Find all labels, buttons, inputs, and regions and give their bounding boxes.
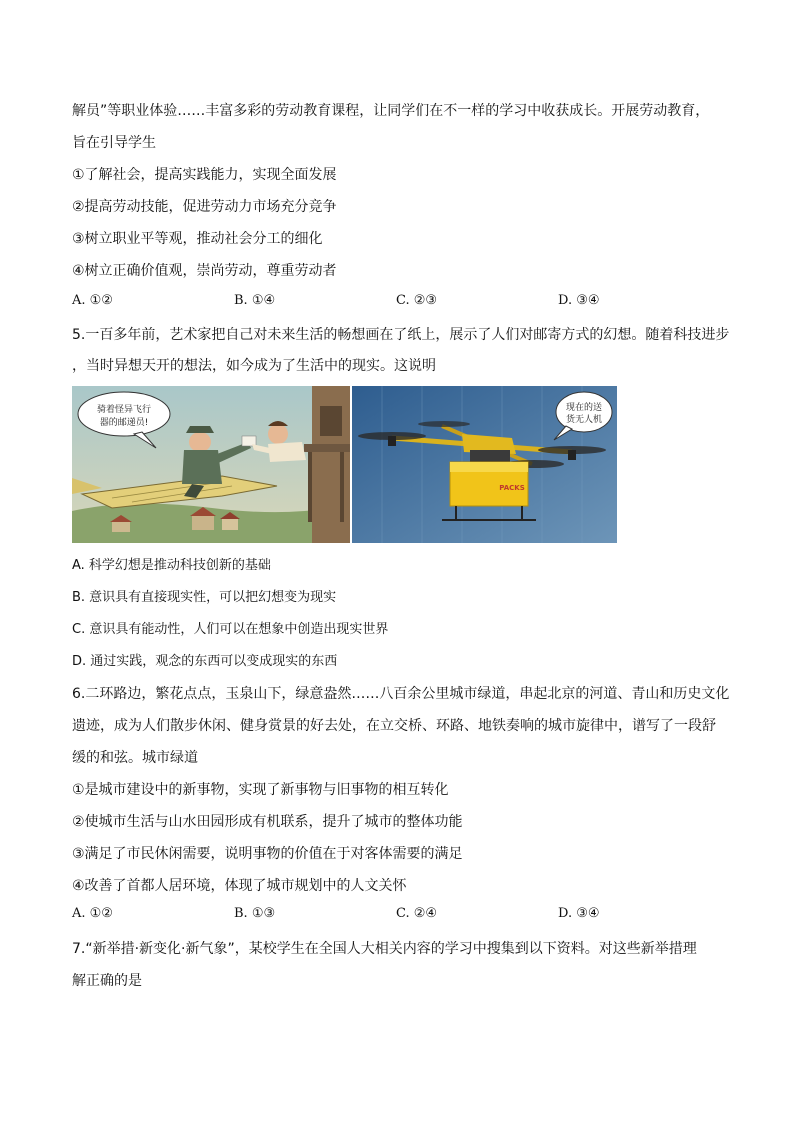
q6-choices — [72, 906, 732, 926]
q6-statement-1: ①是城市建设中的新事物，实现了新事物与旧事物的相互转化 — [72, 782, 449, 798]
q5-figure — [72, 386, 617, 543]
q5-choice-c: C. 意识具有能动性，人们可以在想象中创造出现实世界 — [72, 622, 389, 637]
q4-stem-line-1: 解员”等职业体验……丰富多彩的劳动教育课程，让同学们在不一样的学习中收获成长。开展劳动教育， — [72, 103, 710, 119]
q5-choice-b: B. 意识具有直接现实性，可以把幻想变为现实 — [72, 590, 337, 605]
delivery-drone-photo — [352, 386, 617, 543]
q6-statement-2: ②使城市生活与山水田园形成有机联系，提升了城市的整体功能 — [72, 814, 463, 830]
vintage-postman-illustration — [72, 386, 350, 543]
q6-stem-line-3: 缓的和弦。城市绿道 — [72, 750, 198, 766]
q4-statement-4: ④树立正确价值观，崇尚劳动，尊重劳动者 — [72, 263, 337, 279]
q4-stem-line-2: 旨在引导学生 — [72, 135, 156, 151]
q5-choice-a: A. 科学幻想是推动科技创新的基础 — [72, 558, 271, 573]
q6-stem-line-1: 6.二环路边，繁花点点，玉泉山下，绿意盎然……八百余公里城市绿道，串起北京的河道、青山和历史文化 — [72, 686, 730, 702]
right-bubble-line-1: 现在的送 — [565, 403, 603, 413]
q4-statement-3: ③树立职业平等观，推动社会分工的细化 — [72, 231, 323, 247]
q6-statement-3: ③满足了市民休闲需要，说明事物的价值在于对客体需要的满足 — [72, 846, 463, 862]
q4-choice-a: A. ①② — [72, 293, 113, 308]
q6-statement-4: ④改善了首都人居环境，体现了城市规划中的人文关怀 — [72, 878, 407, 894]
q6-choice-a: A. ①② — [72, 906, 113, 921]
package-label: PACKS — [499, 484, 525, 492]
q4-choice-c: C. ②③ — [396, 293, 438, 308]
q6-choice-c: C. ②④ — [396, 906, 438, 921]
left-bubble-line-1: 骑着怪异飞行 — [96, 405, 152, 415]
q4-statement-2: ②提高劳动技能，促进劳动力市场充分竞争 — [72, 199, 337, 215]
q5-stem-line-2: ，当时异想天开的想法，如今成为了生活中的现实。这说明 — [72, 358, 436, 374]
right-bubble-line-2: 货无人机 — [565, 415, 603, 425]
q4-statement-1: ①了解社会，提高实践能力，实现全面发展 — [72, 167, 337, 183]
q4-choices — [72, 293, 732, 313]
q5-stem-line-1: 5.一百多年前，艺术家把自己对未来生活的畅想画在了纸上，展示了人们对邮寄方式的幻想。随着科技进步 — [72, 327, 730, 343]
q4-choice-d: D. ③④ — [558, 293, 600, 308]
q6-choice-b: B. ①③ — [234, 906, 276, 921]
q6-choice-d: D. ③④ — [558, 906, 600, 921]
q4-choice-b: B. ①④ — [234, 293, 276, 308]
q5-choice-d: D. 通过实践，观念的东西可以变成现实的东西 — [72, 654, 338, 669]
q7-stem-line-1: 7.“新举措·新变化·新气象”，某校学生在全国人大相关内容的学习中搜集到以下资料。对这些新举措理 — [72, 941, 697, 957]
left-bubble-line-2: 器的邮递员! — [99, 418, 149, 428]
q7-stem-line-2: 解正确的是 — [72, 973, 142, 989]
q6-stem-line-2: 遗迹，成为人们散步休闲、健身赏景的好去处，在立交桥、环路、地铁奏响的城市旋律中，谱写了一段舒 — [72, 718, 716, 734]
